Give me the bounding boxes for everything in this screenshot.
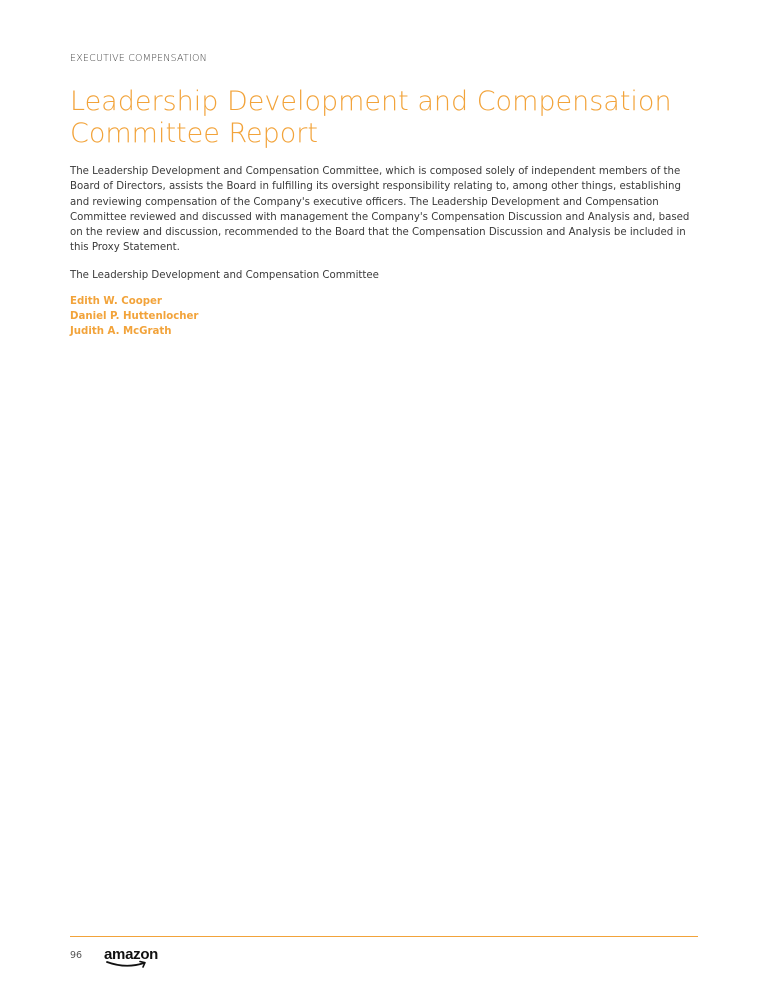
signatory-name: Daniel P. Huttenlocher	[70, 311, 199, 322]
smile-arrow-icon	[106, 960, 150, 969]
signatory-name: Edith W. Cooper	[70, 296, 162, 307]
footer-divider	[70, 936, 698, 937]
signatory-name: Judith A. McGrath	[70, 326, 172, 337]
report-title: Leadership Development and Compensation Committee Report	[70, 86, 672, 149]
signatory-list	[70, 294, 198, 339]
section-header: EXECUTIVE COMPENSATION	[70, 53, 207, 64]
page-number: 96	[70, 950, 83, 961]
report-body: The Leadership Development and Compensation Committee, which is composed solely of independent members of the Board of Directors, assists the Board in fulfilling its oversight responsibility relating to, among other things, establishing and reviewing compensation of the Company's executive officers. The Leadership Development and Compensation Committee reviewed and discussed with management the Company's Compensation Discussion and Analysis and, based on the review and discussion, recommended to the Board that the Compensation Discussion and Analysis be included in this Proxy Statement.	[70, 166, 690, 254]
logo-wordmark: amazon	[104, 946, 159, 963]
amazon-logo	[104, 946, 164, 970]
committee-name: The Leadership Development and Compensation Committee	[70, 270, 379, 281]
